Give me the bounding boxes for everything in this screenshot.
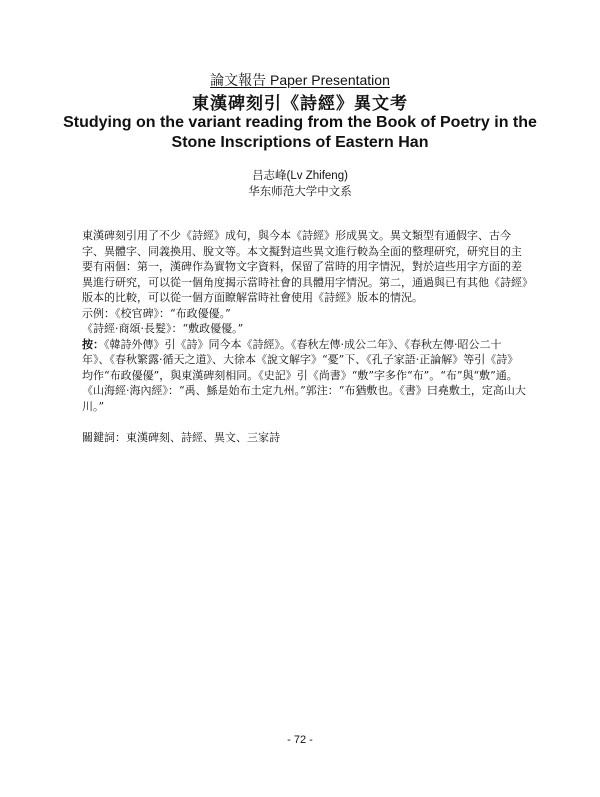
abstract-paragraph: 東漢碑刻引用了不少《詩經》成句，與今本《詩經》形成異文。異文類型有通假字、古今字、異體字、同義換用、脫文等。本文擬對這些異文進行較為全面的整理研究，研究目的主要有兩個：第一，漢碑作為實物文字資料，保留了當時的用字情況，對於這些用字方面的差異進行研究，可以從一個角度揭示當時社會的具體用字情況。第二，通過與已有其他《詩經》版本的比較，可以從一個方面瞭解當時社會使用《詩經》版本的情況。 [82, 229, 528, 304]
author-name: 吕志峰(Lv Zhifeng) [252, 170, 348, 182]
note-paragraph [82, 337, 528, 415]
spacer [82, 414, 528, 430]
keywords: 關鍵詞：東漢碑刻、詩經、異文、三家詩 [82, 431, 280, 444]
page-number: - 72 - [287, 734, 313, 746]
section-label [0, 70, 600, 90]
note-text: 《韓詩外傳》引《詩》同今本《詩經》。《春秋左傳·成公二年》、《春秋左傳·昭公二十年》、《春秋繁露·循天之道》、大徐本《說文解字》“憂”下、《孔子家語·正論解》等引《詩》均作“布政優優”，與東漢碑刻相同。《史記》引《尚書》“敷”字多作“布”。“布”與“敷”通。《山海經·海內經》：“禹、鯀是始布土定九州。”郭注：“布猶敷也。《書》曰堯敷土，定高山大川。” [82, 337, 526, 413]
note-label: 按： [82, 337, 104, 351]
title-chinese: 東漢碑刻引《詩經》異文考 [192, 94, 408, 114]
section-label-text: 論文報告 Paper Presentation [210, 72, 390, 88]
abstract [82, 228, 528, 446]
example-line-1: 示例：《校官碑》：“布政優優。” [82, 306, 231, 320]
example-line-2: 《詩經·商頌·長髮》：“敷政優優。” [82, 322, 244, 335]
author-affiliation: 华东师范大学中文系 [248, 184, 352, 198]
title-english: Studying on the variant reading from the Book of Poetry in the Stone Inscriptions of Eastern Han [63, 114, 537, 151]
